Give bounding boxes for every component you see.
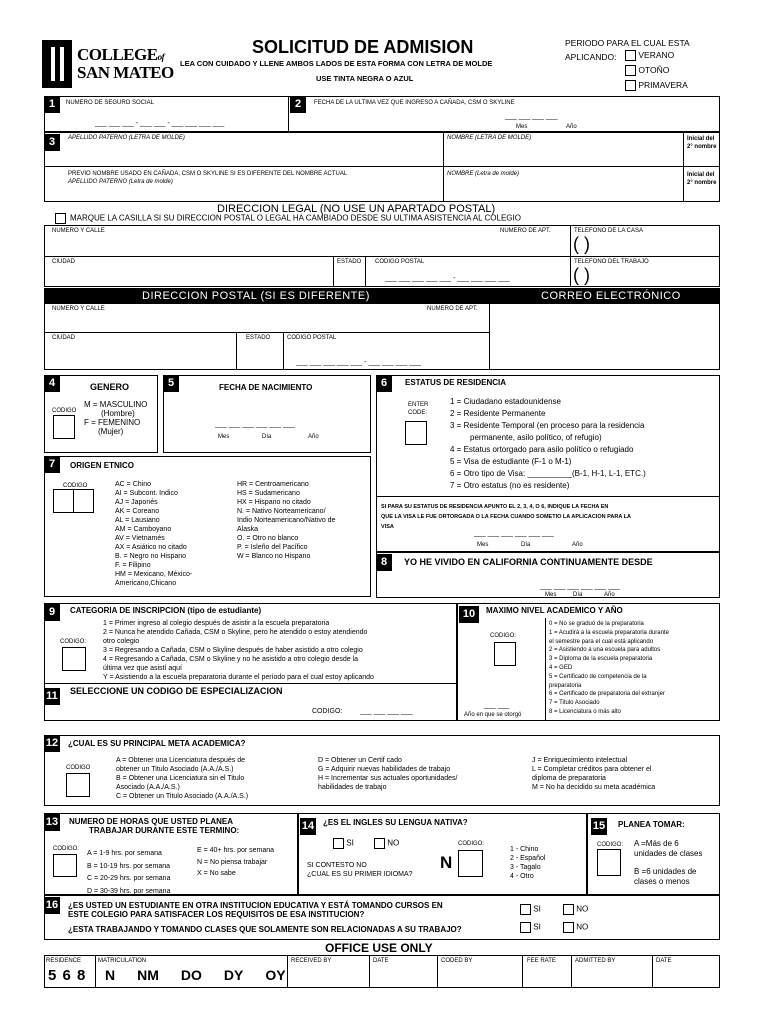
residency-code-box[interactable] <box>405 421 427 445</box>
section-number-9: 9 <box>44 604 60 621</box>
period-label-2: APLICANDO: <box>565 52 617 62</box>
dob-input[interactable]: ___ ___ ___ ___ ___ ___ <box>215 421 295 428</box>
dob-title: FECHA DE NACIMIENTO <box>219 383 313 392</box>
work-hours-list-2: E = 40+ hrs. por semana N = No piensa trabajar X = No sabe <box>197 847 275 877</box>
goal-codigo: CODIGO <box>66 765 91 771</box>
q16b-no-checkbox[interactable]: NO <box>563 922 588 933</box>
work-hours-list-1: A = 1-9 hrs. por semana B = 10-19 hrs. por semana C = 20-29 hrs. por semana D = 30-39 hrs. por semana <box>87 850 171 895</box>
major-codigo: CODIGO: <box>312 708 343 715</box>
term-verano[interactable]: VERANO <box>625 48 688 63</box>
work-related-q: ¿ESTA TRABAJANDO Y TOMANDO CLASES QUE SOLAMENTE SON RELACIONADAS A SU TRABAJO? <box>68 925 462 934</box>
ca-residence-title: YO HE VIVIDO EN CALIFORNIA CONTINUAMENTE DESDE <box>404 557 653 567</box>
first-language-q2: ¿CUAL ES SU PRIMER IDIOMA? <box>307 871 413 878</box>
gender-title: GENERO <box>90 382 130 392</box>
ano-label: Año <box>566 124 577 130</box>
form-subtitle-2: USE TINTA NEGRA O AZUL <box>316 74 414 83</box>
work-hours-title-1: NUMERO DE HORAS QUE USTED PLANEA <box>69 817 234 826</box>
legal-zip-label: CODIGO POSTAL <box>375 259 425 265</box>
legal-zip-input[interactable]: ___ ___ ___ ___ ___ - ___ ___ ___ ___ <box>385 275 510 282</box>
period-label-1: PERIODO PARA EL CUAL ESTA <box>565 38 690 48</box>
last-attend-label: FECHA DE LA ULTIMA VEZ QUE INGRESO A CAÑADA, CSM O SKYLINE <box>314 100 515 106</box>
last-attend-input[interactable]: ___ ___ ___ ___ <box>505 113 558 120</box>
goal-list-2: D = Obtener un Certif cado G = Adquirir nuevas habilidades de trabajo H = Incrementar sus actuales oportunidades/ habilidades de trabajo <box>318 757 458 791</box>
inicial-label: Inicial del 2° nombre <box>687 136 717 150</box>
legal-apt-label: NUMERO DE APT. <box>500 228 551 234</box>
education-year-input[interactable]: ___ ___ <box>484 702 510 709</box>
office-residence-label: RESIDENCE <box>46 958 82 964</box>
enrollment-code-box[interactable] <box>62 647 86 671</box>
logo-mark-icon <box>42 40 72 88</box>
postal-city-label: CIUDAD <box>52 335 76 341</box>
term-otono[interactable]: OTOÑO <box>625 63 688 78</box>
residency-title: ESTATUS DE RESIDENCIA <box>405 378 507 387</box>
visa-mes: Mes <box>477 542 489 548</box>
section-number-6: 6 <box>376 375 392 392</box>
work-hours-code-box[interactable] <box>53 854 77 877</box>
visa-note: SI PARA SU ESTATUS DE RESIDENCIA APUNTO EL 2, 3, 4, O 6, INDIQUE LA FECHA EN QUE LA VISA LE FUE ORTORGADA O LA FECHA CUANDO SOMETIO LA APLICACION PARA LA VISA <box>381 504 631 530</box>
office-received-label: RECEIVED BY <box>291 958 332 964</box>
inicial2-label: Inicial del 2° nombre <box>687 172 717 186</box>
section-number-2: 2 <box>290 96 306 113</box>
previo-label: PREVIO NOMBRE USADO EN CAÑADA, CSM O SKYLINE SI ES DIFERENTE DEL NOMBRE ACTUAL <box>68 171 348 177</box>
postal-state-label: ESTADO <box>246 335 271 341</box>
home-phone-input[interactable]: ( ) <box>573 234 590 254</box>
office-date2-label: DATE <box>656 958 672 964</box>
section-number-12: 12 <box>44 735 60 752</box>
postal-street-label: NUMERO Y CALLE <box>52 306 105 312</box>
postal-title: DIRECCION POSTAL (SI ES DIFERENTE) <box>142 290 370 302</box>
section-3 <box>44 132 720 202</box>
ethnic-list-1: AC = Chino AI = Subcont. Indico AJ = Japonés AK = Coreano AL = Lausiano AM = Camboyano AV = Vietnamés AX = Asiático no citado B. = Negro no Hispano F. = Filipino HM = Mexicano, México- Americano,Chicano <box>115 481 193 587</box>
work-phone-input[interactable]: ( ) <box>573 265 590 285</box>
education-year-label: Año en que se otorgó <box>464 712 522 718</box>
ssn-input[interactable]: ___ ___ ___ - ___ ___ - ___ ___ ___ ___ <box>95 120 225 127</box>
ca-ano: Año <box>604 592 615 598</box>
section-number-7: 7 <box>44 456 60 473</box>
goal-list-3: J = Enriquecimiento intelectual L = Completar créditos para obtener el diploma de preparatoria M = No ha decidido su meta académica <box>532 757 656 791</box>
dob-ano: Año <box>308 434 319 440</box>
section-number-15: 15 <box>591 818 607 835</box>
units-options: A =Más de 6 unidades de clases B =6 unidades de clases o menos <box>634 839 703 886</box>
section-number-11: 11 <box>44 688 60 705</box>
enrollment-options: 1 = Primer ingreso al colegio después de asistir a la escuela preparatoria 2 = Nunca he atendido Cañada, CSM o Skyline, pero he atendido o estoy atendiendo otro colegio 3 = Regresando a Cañada, CSM o Skyline después de haber asistido a otro colegio 4 = Regresando a Cañada, CSM o Skyline y no he asistido a otro colegio desde la última vez que asistí aquí Y = Asistiendo a la escuela preparatoria durante el período para el cual estoy aplicando <box>103 620 374 681</box>
major-code-input[interactable]: ___ ___ ___ ___ <box>360 708 413 715</box>
section-number-8: 8 <box>376 554 392 571</box>
college-logo <box>42 40 72 88</box>
first-language-n: N <box>440 853 453 872</box>
section-number-4: 4 <box>44 375 60 392</box>
gender-code-box[interactable] <box>53 415 75 439</box>
education-options: 0 = No se graduó de la preparatoria 1 = Acudirá a la escuela preparatoria durante el semestre para el cual está aplicando 2 = Asistiendo a una escuela para adultos 3 = Diploma de la escuela preparatoria 4 = GED 5 = Certificado de competencia de la preparatoria 6 = Certificado de preparatoria del extranjer 7 = Titulo Asociado 8 = Licenciatura o más alto <box>549 621 669 715</box>
term-primavera[interactable]: PRIMAVERA <box>625 78 688 93</box>
language-options: 1 - Chino 2 - Español 3 - Tagalo 4 - Otro <box>510 846 546 880</box>
section-number-14: 14 <box>300 818 316 835</box>
visa-dia: Día <box>521 542 531 548</box>
section-number-1: 1 <box>44 96 60 113</box>
apellido-label: APELLIDO PATERNO (LETRA DE MOLDE) <box>68 135 185 141</box>
enrollment-codigo: CODIGO: <box>60 639 87 645</box>
other-institution-q: ¿ES USTED UN ESTUDIANTE EN OTRA INSTITUCION EDUCATIVA Y ESTÁ TOMANDO CURSOS EN ESTE COLEGIO PARA SATISFACER LOS REQUISITOS DE ESA INSTITUCION? <box>68 901 443 919</box>
office-residence-value: 5 6 8 <box>48 967 87 984</box>
office-admitted-label: ADMITTED BY <box>575 958 616 964</box>
education-codigo: CODIGO: <box>490 633 517 639</box>
english-no-checkbox[interactable]: NO <box>374 838 399 849</box>
q16b-si-checkbox[interactable]: SI <box>520 922 541 933</box>
visa-date-input[interactable]: ___ ___ ___ ___ ___ ___ <box>474 530 554 537</box>
education-title: MAXIMO NIVEL ACADEMICO Y AÑO <box>486 606 623 615</box>
legal-state-label: ESTADO <box>337 259 362 265</box>
section-number-16: 16 <box>44 897 60 914</box>
language-code-box[interactable] <box>458 850 483 877</box>
goal-code-box[interactable] <box>66 773 90 797</box>
nombre-label: NOMBRE (LETRA DE MOLDE) <box>447 135 532 141</box>
office-fee-label: FEE RATE <box>527 958 556 964</box>
first-language-q1: SI CONTESTO NO <box>307 862 367 869</box>
language-codigo: CODIGO: <box>458 841 485 847</box>
form-title: SOLICITUD DE ADMISION <box>252 37 474 57</box>
work-hours-codigo: CODIGO: <box>53 846 80 852</box>
form-subtitle-1: LEA CON CUIDADO Y LLENE AMBOS LADOS DE ESTA FORMA CON LETRA DE MOLDE <box>180 59 493 68</box>
logo-text-2: SAN MATEO <box>77 63 174 82</box>
mes-label: Mes <box>516 124 528 130</box>
email-title: CORREO ELECTRÓNICO <box>541 290 681 302</box>
ca-mes: Mes <box>545 592 557 598</box>
section-number-13: 13 <box>44 814 60 831</box>
ethnic-code-box-1[interactable] <box>53 489 74 513</box>
postal-zip-input[interactable]: ___ ___ ___ ___ ___ - ___ ___ ___ ___ <box>296 359 421 366</box>
ca-dia: Día <box>573 592 583 598</box>
q16a-no-checkbox[interactable]: NO <box>563 904 588 915</box>
units-codigo: CODIGO: <box>597 842 624 848</box>
units-code-box[interactable] <box>597 849 621 876</box>
gender-codigo: CODIGO <box>52 408 77 414</box>
ethnic-codigo: CODIGO <box>63 483 88 489</box>
home-phone-label: TELEFONO DE LA CASA <box>574 228 644 234</box>
work-hours-title-2: TRABAJAR DURANTE ESTE TERMINO: <box>89 826 240 835</box>
section-number-10: 10 <box>459 606 479 623</box>
legal-street-label: NUMERO Y CALLE <box>52 228 105 234</box>
section-number-5: 5 <box>163 375 179 392</box>
section-number-3: 3 <box>44 134 60 151</box>
english-title: ¿ES EL INGLES SU LENGUA NATIVA? <box>323 818 468 827</box>
ca-residence-input[interactable]: ___ ___ ___ ___ ___ ___ <box>540 583 620 590</box>
nombre2-label: NOMBRE (Letra de molde) <box>447 171 520 177</box>
goal-title: ¿CUAL ES SU PRINCIPAL META ACADEMICA? <box>68 739 246 748</box>
legal-address-title: DIRECCION LEGAL (NO USE UN APARTADO POSTAL) <box>217 203 496 215</box>
address-changed-checkbox[interactable]: MARQUE LA CASILLA SI SU DIRECCION POSTAL O LEGAL HA CAMBIADO DESDE SU ULTIMA ASISTENCIA AL COLEGIO <box>55 213 521 224</box>
ethnic-list-2: HR = Centroamericano HS = Sudamericano HX = Hispano no citado N. = Nativo Norteamericano/ Indio Norteamericano/Nativo de Alaska O. = Otro no blanco P. = Isleño del Pacífico W = Blanco no Hispano <box>237 481 336 560</box>
goal-list-1: A = Obtener una Licenciatura después de obtener un Titulo Asociado (A.A./A.S.) B = Obtener una Licenciatura sin el Titulo Asociado (A.A./A.S.) C = Obtener un Titulo Asociado (A.A./A.S.) <box>116 757 249 800</box>
postal-apt-label: NUMERO DE APT. <box>427 306 478 312</box>
visa-ano: Año <box>572 542 583 548</box>
work-phone-label: TELEFONO DEL TRABAJO <box>574 259 649 265</box>
legal-city-label: CIUDAD <box>52 259 76 265</box>
enrollment-title: CATEGORIA DE INSCRIPCION (tipo de estudiante) <box>70 606 262 615</box>
office-date-label: DATE <box>373 958 389 964</box>
office-matriculation-values: N NM DO DY OY <box>105 967 286 983</box>
units-title: PLANEA TOMAR: <box>618 820 685 829</box>
term-options <box>625 48 688 93</box>
postal-zip-label: CODIGO POSTAL <box>287 335 337 341</box>
office-title: OFFICE USE ONLY <box>325 941 433 955</box>
english-si-checkbox[interactable]: SI <box>333 838 354 849</box>
q16a-si-checkbox[interactable]: SI <box>520 904 541 915</box>
office-matriculation-label: MATRICULATION <box>98 958 147 964</box>
ssn-label: NUMERO DE SEGURO SOCIAL <box>66 100 155 106</box>
education-code-box[interactable] <box>494 642 516 666</box>
ethnic-title: ORIGEN ETNICO <box>70 461 135 470</box>
email-input[interactable] <box>494 310 716 366</box>
apellido2-label: APELLIDO PATERNO (Letra de molde) <box>68 179 173 185</box>
dob-mes: Mes <box>218 434 230 440</box>
gender-options: M = MASCULINO (Hombre) F = FEMENINO (Mujer) <box>84 400 148 436</box>
ethnic-code-box-2[interactable] <box>73 489 94 513</box>
office-coded-label: CODED BY <box>441 958 473 964</box>
residency-code: CODE: <box>408 410 428 416</box>
dob-dia: Día <box>262 434 272 440</box>
logo-text-1: COLLEGEof <box>77 45 165 64</box>
major-title: SELECCIONE UN CODIGO DE ESPECIALIZACION <box>70 686 283 696</box>
residency-enter: ENTER <box>408 402 429 408</box>
residency-options: 1 = Ciudadano estadounidense 2 = Residente Permanente 3 = Residente Temporal (en proceso para la residencia permanente, asilo político, of refugio) 4 = Estatus ortorgado para asilo político o refugiado 5 = Visa de estudiante (F-1 o M-1) 6 = Otro tipo de Visa: __________(B-1, H-1, L-1, ETC.) 7 = Otro estatus (no es residente) <box>450 397 646 490</box>
